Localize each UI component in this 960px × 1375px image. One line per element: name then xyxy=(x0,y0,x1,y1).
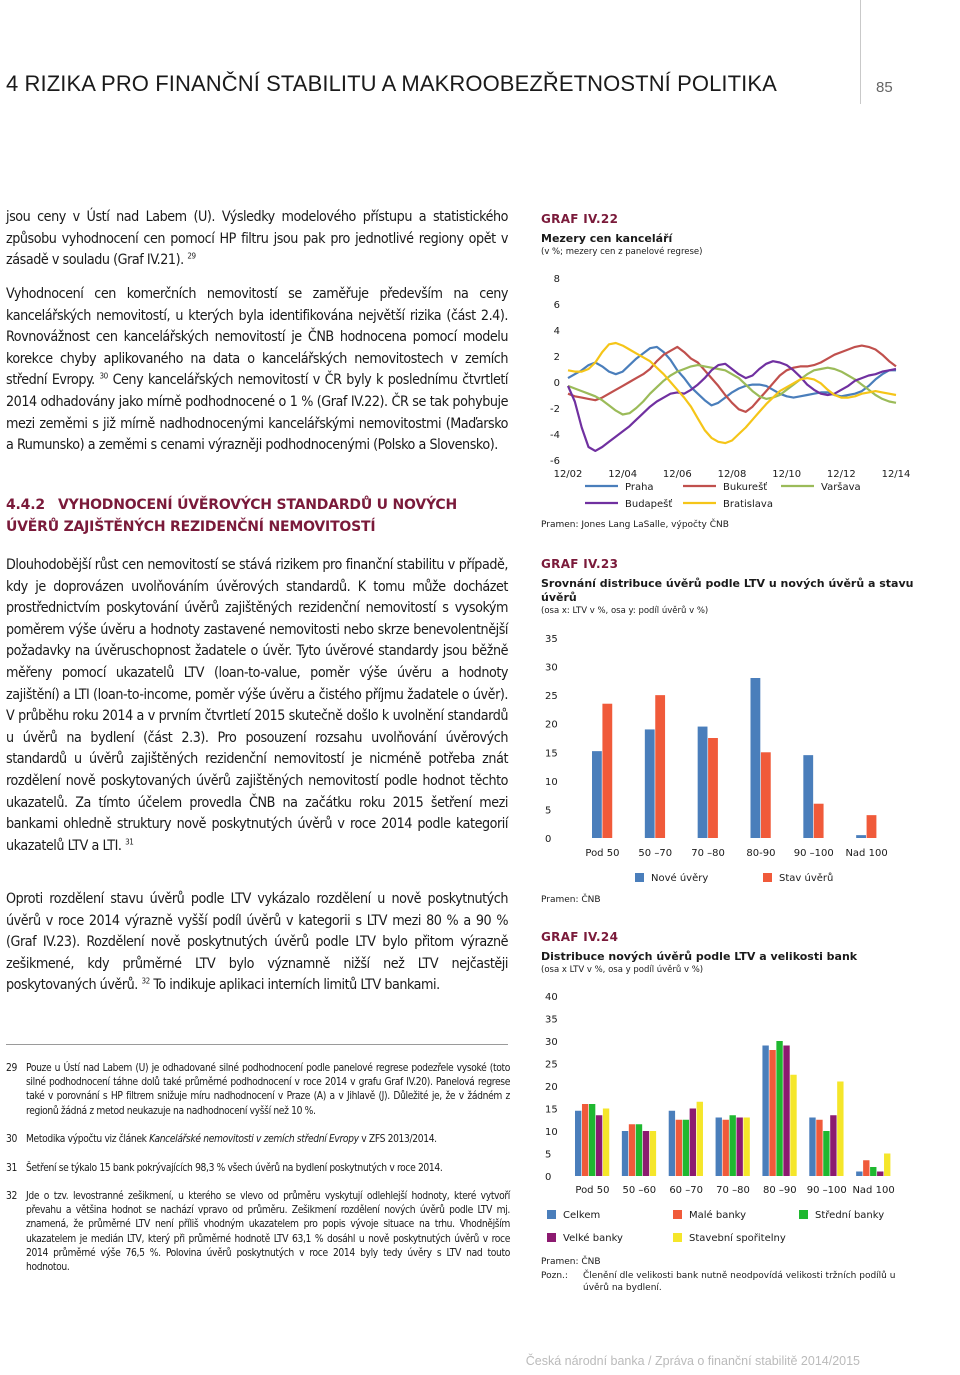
bar-3-0 xyxy=(596,1115,602,1176)
legend-swatch xyxy=(799,1210,808,1219)
legend-swatch xyxy=(547,1233,556,1242)
bar-0-2 xyxy=(669,1111,675,1176)
bar-3-5 xyxy=(830,1115,836,1176)
x-tick-label: Pod 50 xyxy=(575,1185,610,1196)
chart-ltv-new-vs-stock xyxy=(541,626,921,892)
y-tick-label: 0 xyxy=(545,834,552,845)
x-tick-label: 90 –100 xyxy=(806,1185,847,1196)
y-tick-label: 25 xyxy=(545,691,558,703)
y-tick-label: 0 xyxy=(553,378,560,389)
bar-1-1 xyxy=(629,1124,635,1176)
bar-1-3 xyxy=(761,752,771,838)
graph-iv24-note: Pozn.: Členění dle velikosti bank nutně neodpovídá velikosti tržních podílů u úvěrů na bydlení. xyxy=(541,1271,896,1293)
y-tick-label: 2 xyxy=(553,352,560,363)
bar-0-5 xyxy=(856,835,866,838)
bar-3-6 xyxy=(877,1172,883,1177)
x-tick-label: Pod 50 xyxy=(585,848,620,859)
section-title: VYHODNOCENÍ ÚVĚROVÝCH STANDARDŮ U NOVÝCH ÚVĚRŮ ZAJIŠTĚNÝCH REZIDENČNÍ NEMOVITOSTÍ xyxy=(6,497,458,535)
legend-label: Praha xyxy=(625,482,654,493)
bar-3-3 xyxy=(736,1118,742,1177)
paragraph-4: Oproti rozdělení stavu úvěrů podle LTV vykázalo rozdělení u nově poskytnutých úvěrů v roce 2014 výrazně vyšší podíl úvěrů v kategorii s LTV mezi 80 % a 90 % (Graf IV.23). Rozdělení nově poskytnutých úvěrů podle LTV bylo přitom výrazně zešikmené, kdy průměrné LTV bylo významně nižší než LTV nejčastěji poskytovaných úvěrů. $^{32}$ To indikuje aplikaci interních limitů LTV bankami. xyxy=(6,891,508,994)
legend-label: Velké banky xyxy=(563,1233,623,1244)
legend-swatch xyxy=(763,873,772,882)
running-header-title: 4 RIZIKA PRO FINANČNÍ STABILITU A MAKROOBEZŘETNOSTNÍ POLITIKA xyxy=(6,71,777,96)
series-line-1 xyxy=(568,346,896,412)
chart-office-price-gaps xyxy=(541,266,921,518)
bar-3-4 xyxy=(783,1046,789,1177)
page-footer: Česká národní banka / Zpráva o finanční stabilitě 2014/2015 xyxy=(525,1354,860,1368)
x-tick-label: 12/14 xyxy=(881,469,911,480)
y-tick-label: 35 xyxy=(545,634,558,645)
legend-label: Stavební spořitelny xyxy=(689,1233,786,1244)
bar-1-4 xyxy=(814,804,824,838)
legend-swatch xyxy=(635,873,644,882)
x-tick-label: 70 –80 xyxy=(716,1185,750,1196)
y-tick-label: 5 xyxy=(545,805,552,817)
graph-iv24-source: Pramen: ČNB xyxy=(541,1257,601,1267)
y-tick-label: -2 xyxy=(550,404,560,415)
bar-4-3 xyxy=(743,1118,749,1177)
y-tick-label: 10 xyxy=(545,776,558,788)
legend-label: Bratislava xyxy=(723,499,773,510)
footnote-ref-30[interactable]: 30 xyxy=(99,371,108,381)
x-tick-label: 12/10 xyxy=(772,469,802,480)
bar-3-2 xyxy=(690,1109,696,1177)
x-tick-label: 90 –100 xyxy=(793,848,834,859)
legend-label: Budapešť xyxy=(625,499,673,510)
bar-2-4 xyxy=(776,1041,782,1176)
graph-label: GRAF IV.24 xyxy=(541,930,619,944)
bar-0-6 xyxy=(856,1172,862,1177)
x-tick-label: 60 –70 xyxy=(669,1185,703,1196)
footnote-ref-31[interactable]: 31 xyxy=(125,836,134,846)
bar-0-0 xyxy=(575,1111,581,1176)
y-tick-label: 10 xyxy=(545,1127,558,1138)
bar-4-0 xyxy=(603,1109,609,1177)
graph-label: GRAF IV.22 xyxy=(541,212,619,226)
header-divider xyxy=(860,0,861,104)
x-tick-label: Nad 100 xyxy=(852,1185,895,1196)
footnote-divider xyxy=(6,1044,508,1045)
graph-title: Distribuce nových úvěrů podle LTV a velikosti bank xyxy=(541,950,858,963)
y-tick-label: 35 xyxy=(545,1014,558,1026)
graph-title: Srovnání distribuce úvěrů podle LTV u nových úvěrů a stavu úvěrů xyxy=(541,577,914,604)
bar-1-2 xyxy=(676,1120,682,1176)
x-tick-label: 12/02 xyxy=(553,469,583,480)
legend-label: Celkem xyxy=(563,1210,601,1221)
graph-subtitle: (osa x LTV v %, osa y podíl úvěrů v %) xyxy=(541,965,704,975)
section-heading xyxy=(6,494,508,538)
graph-iv23-header xyxy=(541,557,921,617)
footnote-ref-32[interactable]: 32 xyxy=(141,976,150,986)
graph-iv24-header xyxy=(541,930,921,976)
x-tick-label: 12/08 xyxy=(717,469,747,480)
graph-subtitle: (v %; mezery cen z panelové regrese) xyxy=(541,247,703,257)
bar-4-1 xyxy=(650,1131,656,1176)
x-tick-label: Nad 100 xyxy=(845,848,888,859)
legend-label: Nové úvěry xyxy=(651,873,709,884)
graph-iv22-source: Pramen: Jones Lang LaSalle, výpočty ČNB xyxy=(541,520,729,530)
x-tick-label: 80 –90 xyxy=(763,1185,797,1196)
paragraph-3: Dlouhodobější růst cen nemovitostí se stává rizikem pro finanční stabilitu v případě, kdy je doprovázen uvolňováním úvěrových standardů. K tomu může docházet prostřednictvím poskytování úvěrů zajištěných rezidenční nemovitostí s vysokým poměrem výše úvěru a hodnoty zastavené nemovitosti nebo skrze benevolentnější požadavky na úvěruschopnost žadatele o úvěr. Tyto úvěrové standardy jsou běžně měřeny pomocí ukazatelů LTV (loan-to-value, poměr výše úvěru a hodnoty zajištění) a LTI (loan-to-income, poměr výše úvěru a čistého příjmu žadatele o úvěr). V průběhu roku 2014 a v prvním čtvrtletí 2015 skutečně došlo k uvolnění standardů u úvěrů na bydlení (část 2.3). Pro posouzení rozsahu uvolňování úvěrových standardů u úvěrů zajištěných rezidenční nemovitostí je nicméně potřeba znát rozdělení nově poskytovaných úvěrů zajištěných nemovitostí podle hodnot těchto ukazatelů. Za tímto účelem provedla ČNB na začátku roku 2015 šetření mezi bankami ohledně struktury nově poskytnutých úvěrů v roce 2014 podle kategorií ukazatelů LTV a LTI. $^{31}$ xyxy=(6,557,508,854)
bar-1-6 xyxy=(863,1160,869,1176)
y-tick-label: 20 xyxy=(545,719,558,731)
legend-label: Stav úvěrů xyxy=(779,873,834,884)
legend-label: Střední banky xyxy=(815,1210,885,1221)
y-tick-label: 6 xyxy=(553,300,560,311)
graph-title: Mezery cen kanceláří xyxy=(541,232,673,245)
y-tick-label: 20 xyxy=(545,1082,558,1093)
bar-2-2 xyxy=(683,1120,689,1176)
y-tick-label: 0 xyxy=(545,1172,552,1183)
bar-0-3 xyxy=(751,678,761,838)
bar-1-4 xyxy=(769,1050,775,1176)
section-number: 4.4.2 xyxy=(6,497,45,513)
y-tick-label: 25 xyxy=(545,1059,558,1071)
bar-0-1 xyxy=(622,1131,628,1176)
bar-1-5 xyxy=(867,815,877,838)
bar-1-3 xyxy=(723,1120,729,1176)
graph-label: GRAF IV.23 xyxy=(541,557,619,571)
x-tick-label: 12/04 xyxy=(608,469,638,480)
x-tick-label: 12/06 xyxy=(662,469,692,480)
bar-0-5 xyxy=(809,1118,815,1177)
legend-label: Varšava xyxy=(821,482,861,493)
page-number: 85 xyxy=(876,79,893,96)
bar-0-0 xyxy=(592,751,602,838)
bar-1-5 xyxy=(816,1120,822,1176)
bar-2-6 xyxy=(870,1167,876,1176)
bar-0-4 xyxy=(803,755,813,838)
bar-4-4 xyxy=(790,1075,796,1176)
x-tick-label: 50 –60 xyxy=(622,1185,657,1196)
footnote-29: 29 Pouze u Ústí nad Labem (U) je odhadované silné podhodnocení podle panelové regrese podezřele vysoké (toto silné podhodnocení táhne dolů také průměrné podhodnocení v roce 2014 v grafu Graf IV.20). Panelová regrese také v porovnání s HP filtrem snižuje míru nadhodnocení v Praze (A) a v Jihlavě (J). Důležité je, že v žádném z regionů žádná z metod neukazuje na nadhodnocení vyšší než 10 %. xyxy=(6,1063,510,1117)
bar-4-5 xyxy=(837,1082,843,1177)
paragraph-1: jsou ceny v Ústí nad Labem (U). Výsledky modelového přístupu a statistického způsobu vyhodnocení cen pomocí HP filtru jsou pak pro jednotlivé regiony opět v zásadě v souladu (Graf IV.21). $^{29}$ xyxy=(6,209,508,269)
graph-subtitle: (osa x: LTV v %, osa y: podíl úvěrů v %) xyxy=(541,606,709,616)
footnote-ref-29[interactable]: 29 xyxy=(187,251,196,261)
y-tick-label: 15 xyxy=(545,1104,558,1116)
bar-0-4 xyxy=(762,1046,768,1177)
y-tick-label: 4 xyxy=(553,326,560,337)
y-tick-label: 30 xyxy=(545,662,558,674)
y-tick-label: -4 xyxy=(550,430,560,441)
x-tick-label: 50 –70 xyxy=(638,848,673,859)
legend-swatch xyxy=(547,1210,556,1219)
bar-1-2 xyxy=(708,738,718,838)
footnote-30: 30 Metodika výpočtu viz článek Kancelářské nemovitosti v zemích střední Evropy v ZFS 2013/2014. xyxy=(6,1134,437,1145)
legend-swatch xyxy=(673,1210,682,1219)
y-tick-label: 30 xyxy=(545,1037,558,1048)
bar-1-0 xyxy=(602,704,612,838)
x-tick-label: 12/12 xyxy=(826,469,856,480)
y-tick-label: 40 xyxy=(545,992,558,1003)
footnote-32: 32 Jde o tzv. levostranné zešikmení, u kterého se vlevo od průměru vyskytují odlehlejší hodnoty, které vytvoří převahu a většina hodnot se nachází vpravo od průměru. Zešikmení rozdělení nových úvěrů podle LTV mj. znamená, že průměrné LTV není příliš vhodným ukazatelem pro popis vývoje situace na trhu. Vhodnějším ukazatelem je medián LTV, který při průměrné hodnotě LTV 63,1 % dosáhl u nově poskytnutých úvěrů v roce 2014 průměrné výše 76,5 %. Polovina úvěrů poskytnutých v roce 2014 byly tedy úvěry s LTV nad touto hodnotou. xyxy=(6,1191,510,1274)
y-tick-label: 5 xyxy=(545,1149,552,1161)
x-tick-label: 70 –80 xyxy=(691,848,725,859)
chart-ltv-by-bank-size xyxy=(541,986,921,1256)
x-tick-label: 80-90 xyxy=(746,848,776,859)
bar-0-1 xyxy=(645,729,655,838)
footnote-31: 31 Šetření se týkalo 15 bank pokrývajících 98,3 % všech úvěrů na bydlení poskytnutých v roce 2014. xyxy=(6,1163,443,1174)
bar-2-0 xyxy=(589,1104,595,1176)
y-tick-label: 8 xyxy=(553,274,560,285)
graph-iv22-header xyxy=(541,212,921,258)
bar-1-1 xyxy=(655,695,665,838)
bar-4-6 xyxy=(884,1154,890,1177)
y-tick-label: -6 xyxy=(550,456,560,467)
bar-0-2 xyxy=(698,727,708,838)
legend-swatch xyxy=(673,1233,682,1242)
y-tick-label: 15 xyxy=(545,748,558,760)
bar-2-3 xyxy=(730,1115,736,1176)
bar-1-0 xyxy=(582,1104,588,1176)
graph-iv23-source: Pramen: ČNB xyxy=(541,895,601,905)
legend-label: Malé banky xyxy=(689,1210,747,1221)
legend-label: Bukurešť xyxy=(723,482,768,493)
bar-3-1 xyxy=(643,1131,649,1176)
paragraph-2: Vyhodnocení cen komerčních nemovitostí se zaměřuje především na ceny kancelářských nemovitostí, u kterých byla identifikována největší rizika (část 2.4). Rovnovážnost cen kancelářských nemovitostí je ČNB hodnocena pomocí modelu korekce chyby aplikovaného na data o kancelářských nemovitostech v zemích střední Evropy. $^{30}$ Ceny kancelářských nemovitostí v ČR byly k poslednímu čtvrtletí 2014 odhadovány jako mírně podhodnocené o 1 % (Graf IV.22). ČR se tak pohybuje mezi zeměmi s již mírně nadhodnocenými kancelářskými nemovitostmi (Maďarsko a Rumunsko) a zeměmi s cenami výrazněji podhodnocenými (Polsko a Slovensko). xyxy=(6,286,509,454)
bar-2-1 xyxy=(636,1124,642,1176)
bar-2-5 xyxy=(823,1131,829,1176)
bar-0-3 xyxy=(716,1118,722,1177)
bar-4-2 xyxy=(697,1102,703,1176)
